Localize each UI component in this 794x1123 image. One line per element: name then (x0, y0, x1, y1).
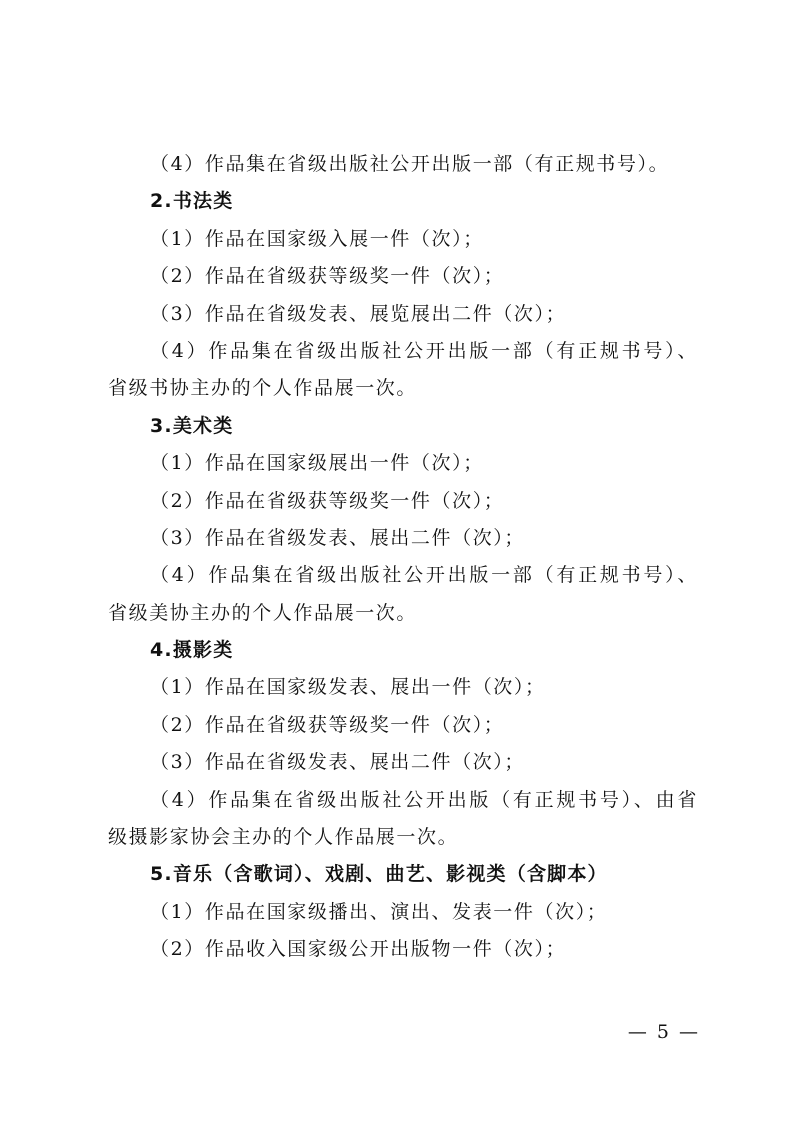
text-line: （4）作品集在省级出版社公开出版一部（有正规书号）。 (150, 153, 670, 175)
section-heading: 5.音乐（含歌词）、戏剧、曲艺、影视类（含脚本） (150, 863, 608, 886)
document-body (108, 146, 698, 969)
section-heading: 3.美术类 (150, 414, 234, 437)
text-line: （1）作品在国家级入展一件（次）； (150, 227, 484, 250)
page-number: — 5 — (627, 1021, 700, 1043)
text-line: （1）作品在国家级播出、演出、发表一件（次）； (150, 900, 608, 923)
text-line: （1）作品在国家级发表、展出一件（次）； (150, 676, 546, 699)
section-heading: 4.摄影类 (150, 639, 234, 662)
section-heading: 2.书法类 (150, 190, 234, 213)
text-line: （4）作品集在省级出版社公开出版一部（有正规书号）、 (150, 564, 698, 587)
text-line: （2）作品在省级获等级奖一件（次）； (150, 489, 505, 512)
text-line: （4）作品集在省级出版社公开出版一部（有正规书号）、 (150, 339, 698, 362)
text-line: （2）作品在省级获等级奖一件（次）； (150, 265, 505, 288)
text-line: （2）作品收入国家级公开出版物一件（次）； (150, 938, 567, 961)
text-line-continuation: 省级美协主办的个人作品展一次。 (108, 601, 418, 624)
text-line: （4）作品集在省级出版社公开出版（有正规书号）、由省 (150, 788, 698, 811)
text-line: （3）作品在省级发表、展览展出二件（次）； (150, 302, 567, 325)
text-line-continuation: 省级书协主办的个人作品展一次。 (108, 377, 418, 400)
text-line: （1）作品在国家级展出一件（次）； (150, 452, 484, 475)
text-line: （3）作品在省级发表、展出二件（次）； (150, 751, 525, 774)
text-line-continuation: 级摄影家协会主办的个人作品展一次。 (108, 826, 459, 849)
text-line: （3）作品在省级发表、展出二件（次）； (150, 526, 525, 549)
text-line: （2）作品在省级获等级奖一件（次）； (150, 713, 505, 736)
